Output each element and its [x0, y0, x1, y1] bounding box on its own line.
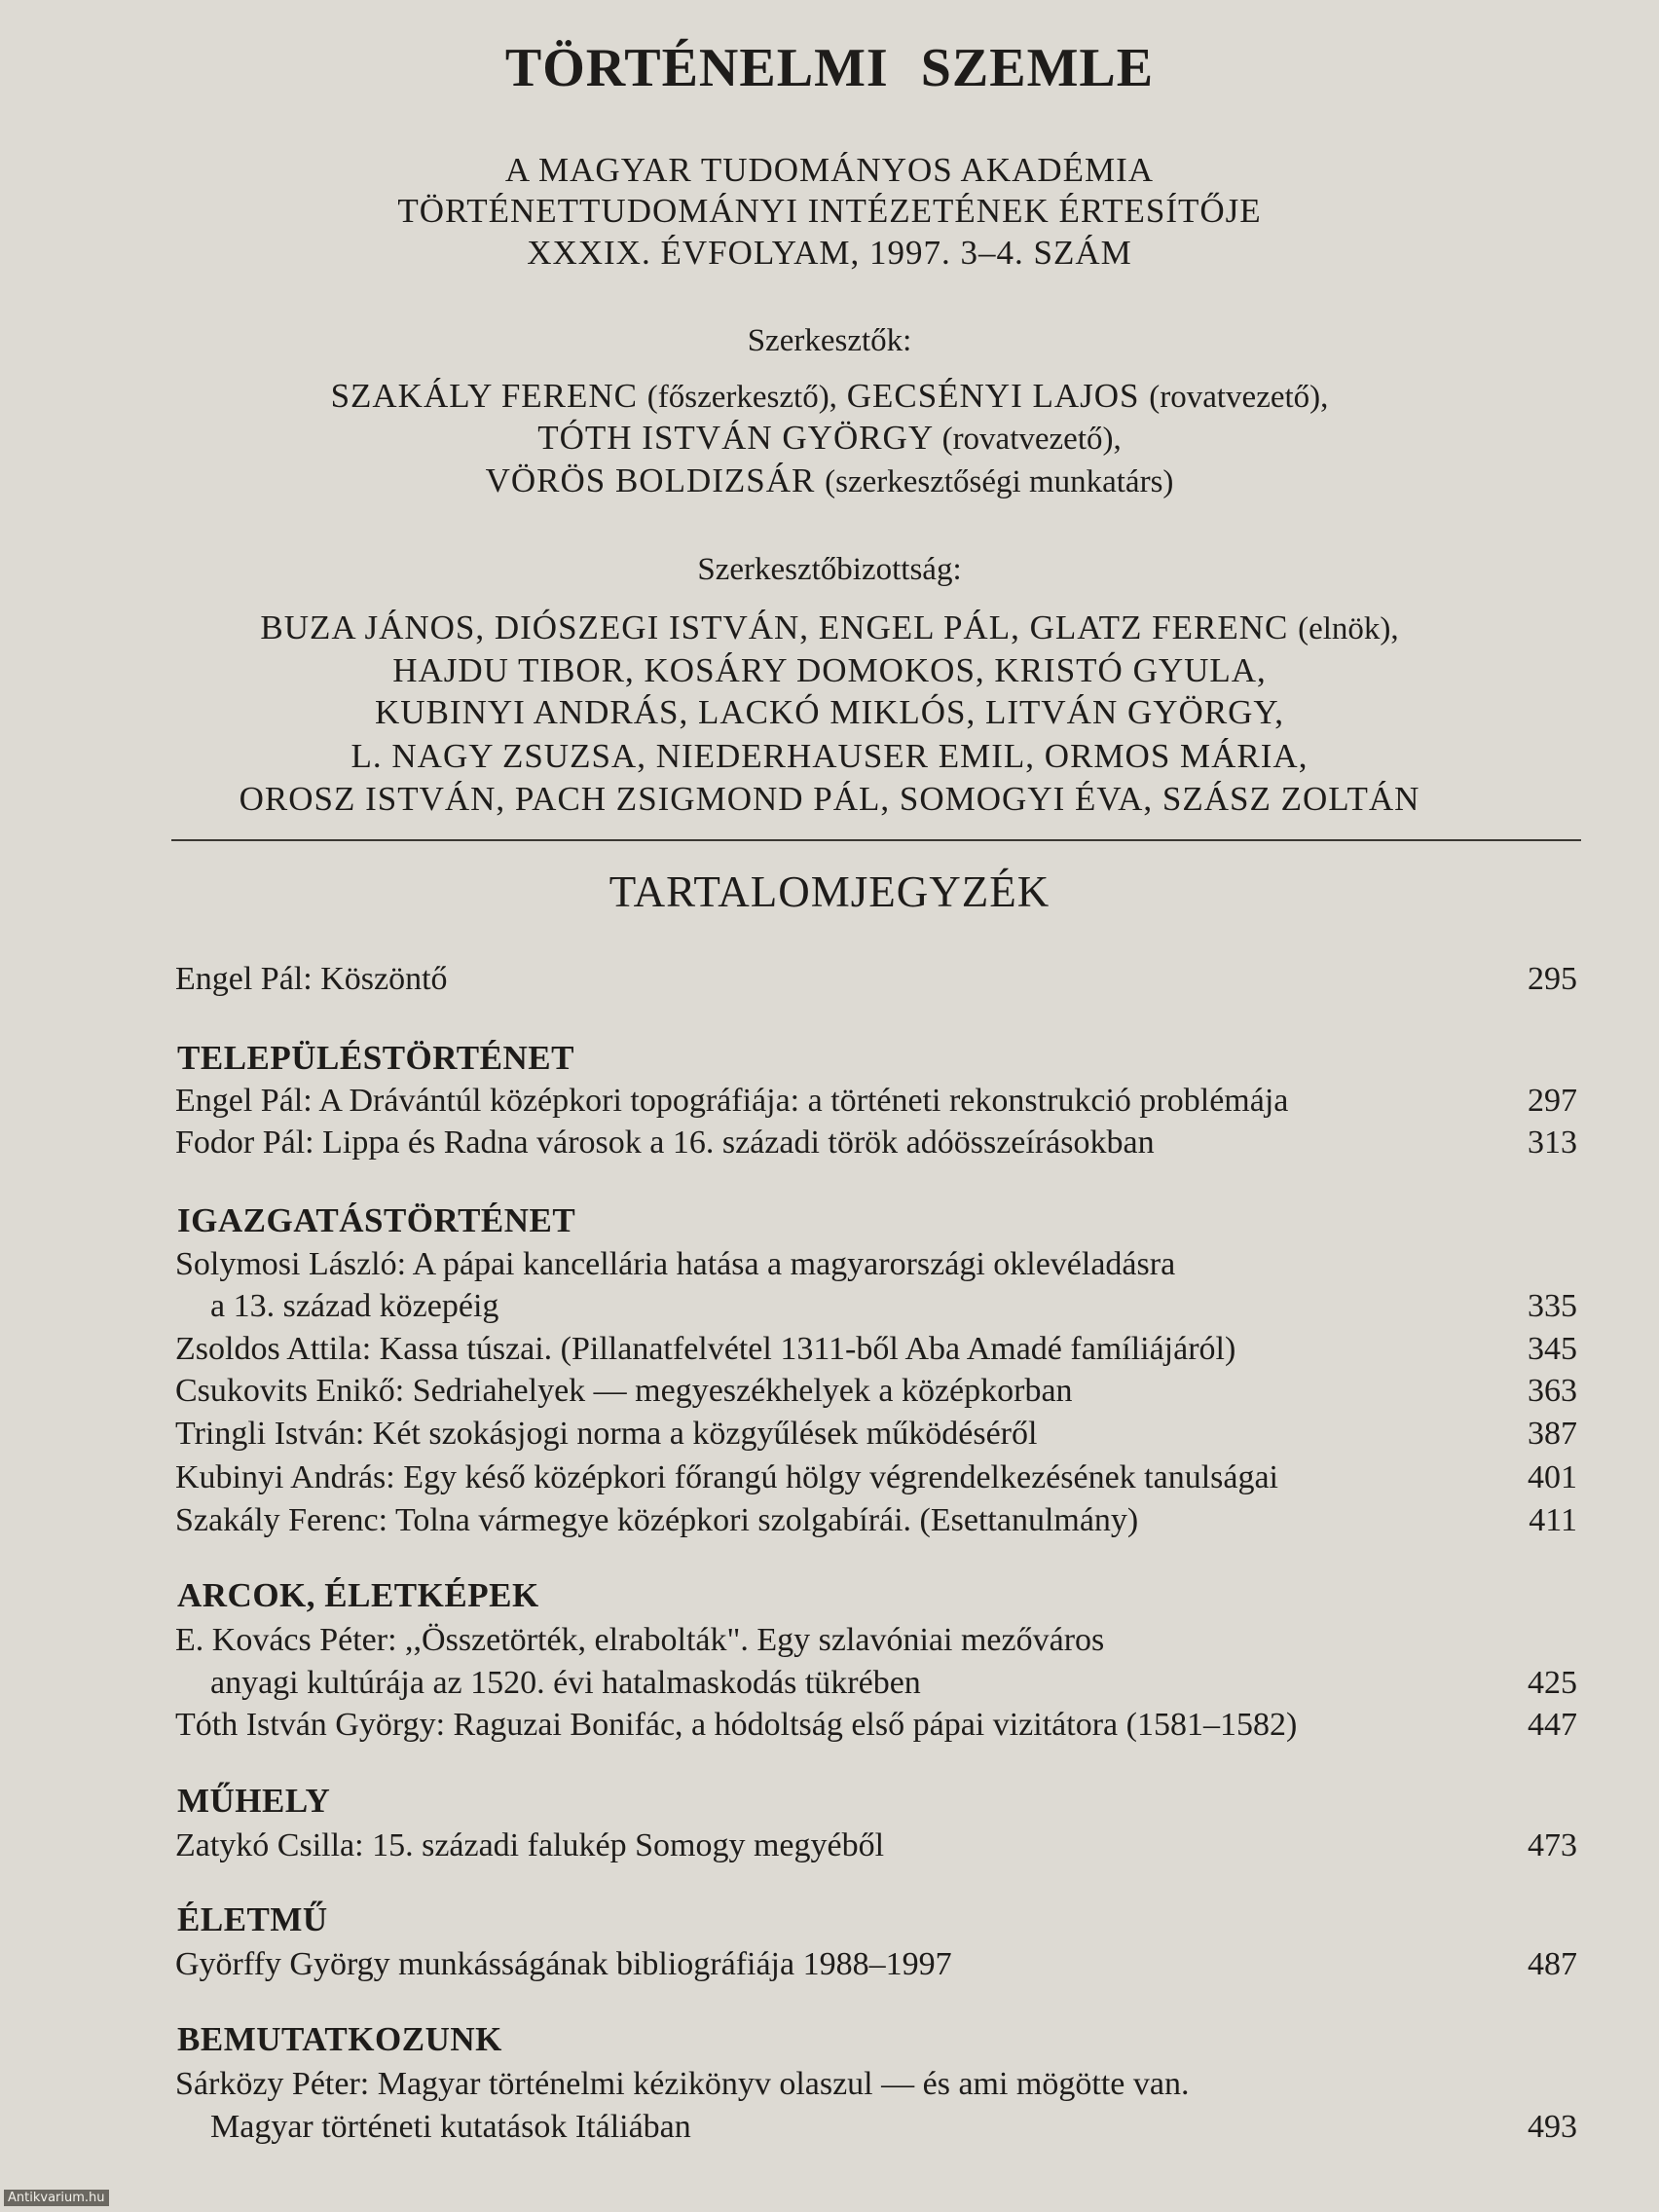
toc-entry [175, 1414, 1577, 1455]
toc-entry-text: a 13. század közepéig [210, 1288, 499, 1324]
toc-entry [175, 1944, 1577, 1985]
toc-entry-page: 473 [1528, 1827, 1577, 1863]
toc-entry-page: 387 [1528, 1416, 1577, 1452]
toc-entry [175, 1244, 1577, 1285]
board-line-1 [0, 608, 1659, 648]
toc-entry [175, 1286, 1577, 1327]
editors-label: Szerkesztők: [747, 323, 912, 358]
board-role: (elnök), [1298, 611, 1399, 646]
editors-line-3 [0, 461, 1659, 501]
toc-entry-text: Solymosi László: A pápai kancellária hatása a magyarországi oklevéladásra [175, 1246, 1176, 1282]
watermark: Antikvarium.hu [4, 2190, 109, 2206]
toc-entry-text: Zsoldos Attila: Kassa túszai. (Pillanatfelvétel 1311-ből Aba Amadé famíliájáról) [175, 1331, 1236, 1367]
toc-entry-text: Fodor Pál: Lippa és Radna városok a 16. századi török adóösszeírásokban [175, 1124, 1155, 1161]
toc-entry-page: 425 [1528, 1665, 1577, 1701]
board-line-3: KUBINYI ANDRÁS, LACKÓ MIKLÓS, LITVÁN GYÖRGY, [375, 693, 1284, 731]
toc-entry-text: Sárközy Péter: Magyar történelmi kézikönyv olaszul — és ami mögötte van. [175, 2066, 1190, 2102]
toc-entry [175, 1457, 1577, 1498]
section-heading: BEMUTATKOZUNK [177, 2020, 502, 2058]
toc-entry-page: 493 [1528, 2109, 1577, 2145]
editor-name: TÓTH ISTVÁN GYÖRGY [537, 419, 933, 457]
section-heading: IGAZGATÁSTÖRTÉNET [177, 1201, 576, 1239]
toc-entry-text: Györffy György munkásságának bibliográfiája 1988–1997 [175, 1946, 952, 1982]
editor-role: (rovatvezető), [1149, 380, 1329, 415]
journal-title: TÖRTÉNELMI SZEMLE [504, 38, 1155, 98]
board-line-4: L. NAGY ZSUZSA, NIEDERHAUSER EMIL, ORMOS MÁRIA, [350, 737, 1309, 775]
toc-entry-text: Magyar történeti kutatások Itáliában [210, 2109, 691, 2145]
divider-rule [171, 839, 1581, 841]
toc-entry-text: Zatykó Csilla: 15. századi falukép Somogy megyéből [175, 1827, 885, 1863]
editor-role: (főszerkesztő), [646, 380, 837, 415]
toc-entry-page: 487 [1528, 1946, 1577, 1982]
toc-entry [175, 1705, 1577, 1746]
toc-entry-text: Tóth István György: Raguzai Bonifác, a hódoltság első pápai vizitátora (1581–1582) [175, 1707, 1298, 1743]
toc-entry [175, 959, 1577, 1000]
toc-entry [175, 1329, 1577, 1370]
toc-entry-page: 363 [1528, 1373, 1577, 1409]
editor-role: (rovatvezető), [941, 422, 1122, 457]
subtitle-line-1: A MAGYAR TUDOMÁNYOS AKADÉMIA [504, 151, 1155, 189]
editors-line-2 [0, 419, 1659, 459]
toc-entry-text: Engel Pál: A Drávántúl középkori topográfiája: a történeti rekonstrukció problémája [175, 1083, 1289, 1119]
toc-entry [175, 2107, 1577, 2148]
toc-title: TARTALOMJEGYZÉK [608, 867, 1051, 916]
toc-entry-page: 447 [1528, 1707, 1577, 1743]
toc-entry-page: 335 [1528, 1288, 1577, 1324]
board-line-2: HAJDU TIBOR, KOSÁRY DOMOKOS, KRISTÓ GYULA, [392, 651, 1267, 689]
board-label: Szerkesztőbizottság: [697, 552, 962, 587]
section-heading: ÉLETMŰ [177, 1900, 328, 1938]
editor-role: (szerkesztőségi munkatárs) [825, 464, 1174, 499]
toc-entry [175, 1123, 1577, 1163]
subtitle-line-3: XXXIX. ÉVFOLYAM, 1997. 3–4. SZÁM [527, 234, 1132, 272]
toc-entry-page: 297 [1528, 1083, 1577, 1119]
toc-entry [175, 1620, 1577, 1661]
toc-entry [175, 1663, 1577, 1704]
toc-entry-page: 401 [1528, 1459, 1577, 1495]
toc-entry-page: 345 [1528, 1331, 1577, 1367]
toc-entry-text: E. Kovács Péter: ,,Összetörték, elrabolták". Egy szlavóniai mezőváros [175, 1622, 1105, 1658]
toc-entry-text: Csukovits Enikő: Sedriahelyek — megyeszékhelyek a középkorban [175, 1373, 1073, 1409]
toc-entry [175, 1371, 1577, 1412]
toc-entry-text: Kubinyi András: Egy késő középkori főrangú hölgy végrendelkezésének tanulságai [175, 1459, 1279, 1495]
subtitle-line-2: TÖRTÉNETTUDOMÁNYI INTÉZETÉNEK ÉRTESÍTŐJE [397, 192, 1262, 230]
section-heading: TELEPÜLÉSTÖRTÉNET [177, 1039, 574, 1077]
toc-entry-text: Szakály Ferenc: Tolna vármegye középkori szolgabírái. (Esettanulmány) [175, 1502, 1139, 1538]
board-names: BUZA JÁNOS, DIÓSZEGI ISTVÁN, ENGEL PÁL, GLATZ FERENC [260, 608, 1289, 646]
toc-entry-page: 313 [1528, 1124, 1577, 1161]
toc-entry [175, 1825, 1577, 1866]
toc-entry [175, 2064, 1577, 2105]
editor-name: VÖRÖS BOLDIZSÁR [485, 461, 816, 499]
toc-entry [175, 1081, 1577, 1122]
toc-entry-text: anyagi kultúrája az 1520. évi hatalmaskodás tükrében [210, 1665, 921, 1701]
editor-name: SZAKÁLY FERENC [330, 377, 639, 415]
toc-entry-text: Engel Pál: Köszöntő [175, 961, 448, 997]
toc-entry [175, 1500, 1577, 1541]
editors-line-1 [0, 377, 1659, 417]
board-line-5: OROSZ ISTVÁN, PACH ZSIGMOND PÁL, SOMOGYI ÉVA, SZÁSZ ZOLTÁN [239, 780, 1420, 818]
editor-name: GECSÉNYI LAJOS [846, 377, 1140, 415]
section-heading: ARCOK, ÉLETKÉPEK [177, 1576, 539, 1614]
toc-entry-page: 295 [1528, 961, 1577, 997]
section-heading: MŰHELY [177, 1782, 331, 1820]
toc-entry-page: 411 [1529, 1502, 1577, 1538]
toc-entry-text: Tringli István: Két szokásjogi norma a közgyűlések működéséről [175, 1416, 1038, 1452]
